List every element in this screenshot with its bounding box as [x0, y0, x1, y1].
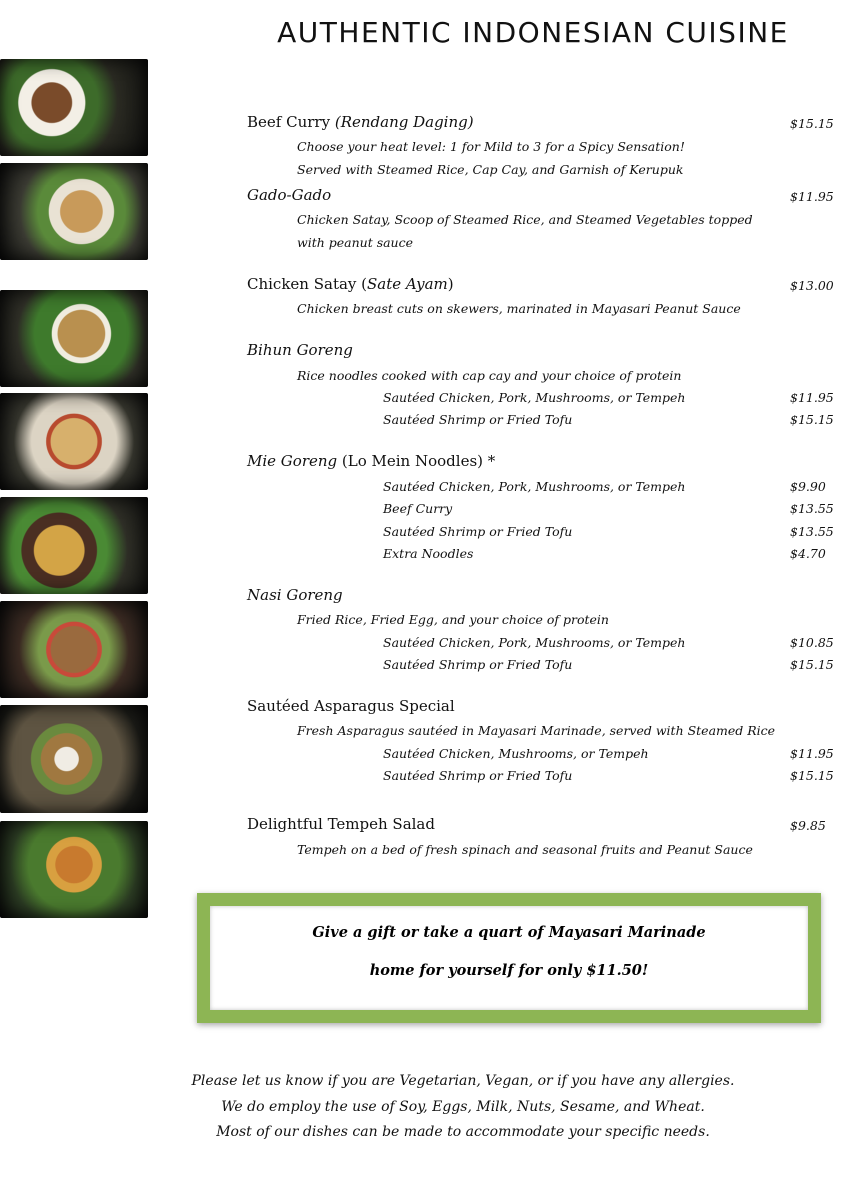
dish-name-nasi: Nasi Goreng	[247, 586, 343, 604]
price-tempeh: $9.85	[790, 818, 826, 833]
page-title: AUTHENTIC INDONESIAN CUISINE	[277, 16, 789, 49]
mie-goreng-photo	[0, 497, 148, 594]
dish-name-gado-gado: Gado-Gado	[247, 186, 332, 204]
dish-name-bihun: Bihun Goreng	[247, 341, 353, 359]
tempeh-salad-photo	[0, 821, 148, 918]
beef-rendang-photo	[0, 59, 148, 156]
nasi-goreng-photo	[0, 601, 148, 698]
option-price: $9.90	[790, 479, 826, 494]
desc-satay: Chicken breast cuts on skewers, marinated in Mayasari Peanut Sauce	[297, 301, 741, 316]
price-gado-gado: $11.95	[790, 189, 834, 204]
dish-alt-title: (Lo Mein Noodles) *	[341, 452, 496, 470]
dish-name-tempeh: Delightful Tempeh Salad	[247, 815, 435, 833]
option-nasi-2: Sautéed Shrimp or Fried Tofu	[383, 657, 573, 672]
option-price: $4.70	[790, 546, 826, 561]
option-price: $15.15	[790, 412, 834, 427]
dish-alt-title: Sate Ayam	[367, 275, 448, 293]
desc-rendang-heat: Choose your heat level: 1 for Mild to 3 for a Spicy Sensation!	[297, 139, 685, 154]
desc-gado-gado-1: Chicken Satay, Scoop of Steamed Rice, and Steamed Vegetables topped	[297, 212, 753, 227]
option-price: $13.55	[790, 501, 834, 516]
bihun-goreng-photo	[0, 393, 148, 490]
promo-box-inner	[210, 906, 808, 1010]
option-price: $11.95	[790, 390, 834, 405]
dish-alt-title: (Rendang Daging)	[334, 113, 474, 131]
option-price: $15.15	[790, 657, 834, 672]
option-price: $11.95	[790, 746, 834, 761]
option-asparagus-1: Sautéed Chicken, Mushrooms, or Tempeh	[383, 746, 649, 761]
promo-box	[197, 893, 821, 1023]
option-price: $10.85	[790, 635, 834, 650]
dish-name-satay	[247, 275, 454, 293]
dish-name-asparagus: Sautéed Asparagus Special	[247, 697, 455, 715]
option-price: $15.15	[790, 768, 834, 783]
option-price: $13.55	[790, 524, 834, 539]
allergy-note-3: Most of our dishes can be made to accommodate your specific needs.	[216, 1124, 710, 1140]
option-mie-3: Sautéed Shrimp or Fried Tofu	[383, 524, 573, 539]
promo-line-2: home for yourself for only $11.50!	[369, 962, 649, 979]
desc-asparagus: Fresh Asparagus sautéed in Mayasari Marinade, served with Steamed Rice	[297, 723, 776, 738]
dish-name-mie	[247, 452, 495, 470]
allergy-note-1: Please let us know if you are Vegetarian, Vegan, or if you have any allergies.	[191, 1073, 735, 1089]
price-satay: $13.00	[790, 278, 834, 293]
dish-title: Chicken Satay (	[247, 275, 368, 293]
promo-line-1: Give a gift or take a quart of Mayasari Marinade	[312, 924, 706, 941]
option-bihun-1: Sautéed Chicken, Pork, Mushrooms, or Tempeh	[383, 390, 686, 405]
desc-tempeh: Tempeh on a bed of fresh spinach and seasonal fruits and Peanut Sauce	[297, 842, 753, 857]
allergy-note-2: We do employ the use of Soy, Eggs, Milk, Nuts, Sesame, and Wheat.	[221, 1099, 705, 1115]
dish-title-end: )	[447, 275, 454, 293]
option-mie-1: Sautéed Chicken, Pork, Mushrooms, or Tempeh	[383, 479, 686, 494]
option-nasi-1: Sautéed Chicken, Pork, Mushrooms, or Tempeh	[383, 635, 686, 650]
desc-nasi: Fried Rice, Fried Egg, and your choice of protein	[297, 612, 609, 627]
chicken-satay-photo	[0, 290, 148, 387]
gado-gado-photo	[0, 163, 148, 260]
asparagus-special-photo	[0, 705, 148, 813]
price-rendang: $15.15	[790, 116, 834, 131]
option-bihun-2: Sautéed Shrimp or Fried Tofu	[383, 412, 573, 427]
desc-bihun: Rice noodles cooked with cap cay and your choice of protein	[297, 368, 682, 383]
desc-gado-gado-2: with peanut sauce	[297, 235, 414, 250]
option-asparagus-2: Sautéed Shrimp or Fried Tofu	[383, 768, 573, 783]
desc-rendang-served: Served with Steamed Rice, Cap Cay, and Garnish of Kerupuk	[297, 162, 684, 177]
option-mie-2: Beef Curry	[383, 501, 453, 516]
dish-name-rendang	[247, 113, 474, 131]
dish-title: Mie Goreng	[247, 452, 338, 470]
dish-title: Beef Curry	[247, 113, 331, 131]
option-mie-4: Extra Noodles	[383, 546, 474, 561]
